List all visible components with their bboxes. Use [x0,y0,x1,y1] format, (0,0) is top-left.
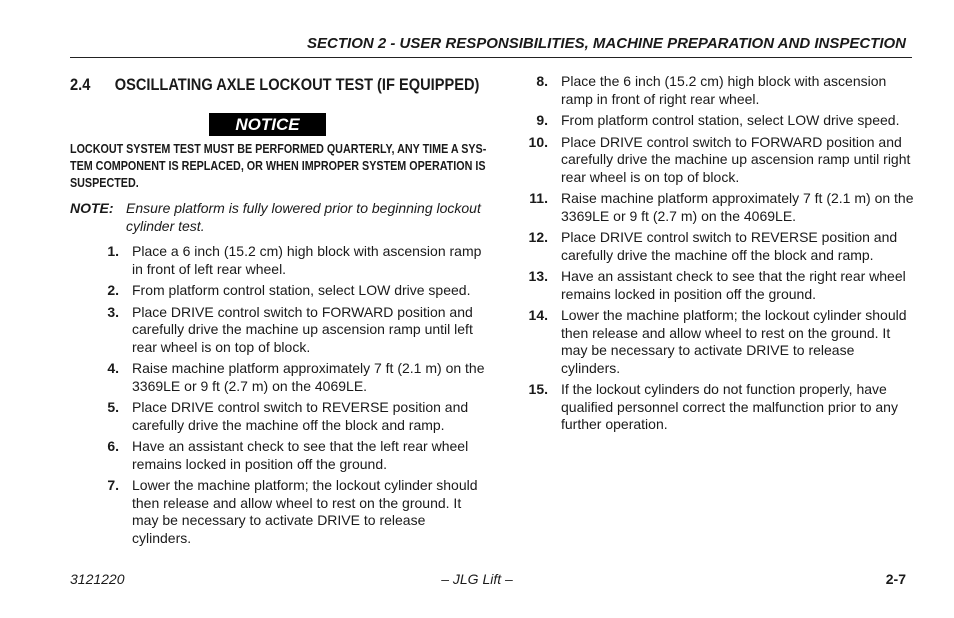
step-number: 10. [528,133,548,150]
section-header-title: SECTION 2 - USER RESPONSIBILITIES, MACHINE PREPARATION AND INSPECTION [307,35,906,52]
section-heading [70,75,479,95]
step-text: Raise machine platform approximately 7 ft (2.1 m) on the 3369LE or 9 ft (2.7 m) on the 4069LE. [132,360,485,394]
step-item [71,438,486,473]
step-item [500,307,915,377]
step-number: 7. [107,477,119,493]
step-item [71,243,486,278]
step-number: 6. [107,438,119,454]
step-item [500,229,915,264]
step-number: 2. [107,282,119,298]
step-text: Lower the machine platform; the lockout cylinder should then release and allow wheel to rest on the ground. It may be necessary to activate DRIVE to release cylinders. [132,477,478,546]
step-number: 11. [529,190,548,206]
step-item [500,268,915,303]
step-item [71,399,486,434]
note-block [70,200,490,235]
step-item [71,304,486,357]
step-item [71,282,486,300]
footer-publisher: – JLG Lift – [441,571,513,587]
step-text: Place the 6 inch (15.2 cm) high block with ascension ramp in front of right rear wheel. [561,73,887,107]
step-number: 14. [528,307,548,323]
notice-text: LOCKOUT SYSTEM TEST MUST BE PERFORMED QUARTERLY, ANY TIME A SYS-TEM COMPONENT IS REPLACED, OR WHEN IMPROPER SYSTEM OPERATION IS SUSPECTED. [70,142,487,190]
step-text: From platform control station, select LOW drive speed. [561,112,900,128]
step-text: Place DRIVE control switch to FORWARD position and carefully drive the machine up ascension ramp until left rear wheel is on top of block. [132,303,473,355]
step-item [500,134,915,187]
section-title: OSCILLATING AXLE LOCKOUT TEST (IF EQUIPPED) [114,75,480,94]
step-text: Raise machine platform approximately 7 ft (2.1 m) on the 3369LE or 9 ft (2.7 m) on the 4069LE. [561,190,914,224]
step-number: 1. [107,243,119,259]
step-text: Have an assistant check to see that the left rear wheel remains locked in position off the ground. [132,438,469,472]
step-text: If the lockout cylinders do not function properly, have qualified personnel correct the malfunction prior to any further operation. [561,381,898,432]
step-text: Place a 6 inch (15.2 cm) high block with ascension ramp in front of left rear wheel. [132,243,482,277]
step-item [500,381,915,434]
section-number: 2.4 [70,75,91,94]
step-item [71,360,486,395]
step-text: From platform control station, select LOW drive speed. [132,282,471,298]
step-number: 13. [528,268,548,284]
notice-badge: NOTICE [209,113,326,136]
step-number: 3. [107,303,119,320]
note-label: NOTE: [70,200,114,216]
step-number: 12. [528,229,548,245]
step-text: Place DRIVE control switch to REVERSE position and carefully drive the machine off the block and ramp. [561,229,898,263]
steps-list-left [71,243,486,551]
step-number: 8. [536,73,548,89]
step-number: 4. [107,360,119,376]
step-number: 9. [536,112,548,128]
footer-doc-number: 3121220 [70,571,125,587]
steps-list-right [500,73,915,438]
header-divider [70,57,912,58]
step-item [500,112,915,130]
step-text: Place DRIVE control switch to REVERSE position and carefully drive the machine off the block and ramp. [132,399,469,433]
step-item [500,190,915,225]
step-item [500,73,915,108]
step-number: 15. [528,381,548,397]
step-number: 5. [107,399,119,415]
step-text: Have an assistant check to see that the right rear wheel remains locked in position off the ground. [561,268,906,302]
step-item [71,477,486,547]
step-text: Place DRIVE control switch to FORWARD position and carefully drive the machine up ascension ramp until right rear wheel is on top of block. [561,133,911,185]
step-text: Lower the machine platform; the lockout cylinder should then release and allow wheel to rest on the ground. It may be necessary to activate DRIVE to release cylinders. [561,307,907,376]
note-text: Ensure platform is fully lowered prior to beginning lockout cylinder test. [126,200,481,234]
footer-page-number: 2-7 [885,571,906,587]
